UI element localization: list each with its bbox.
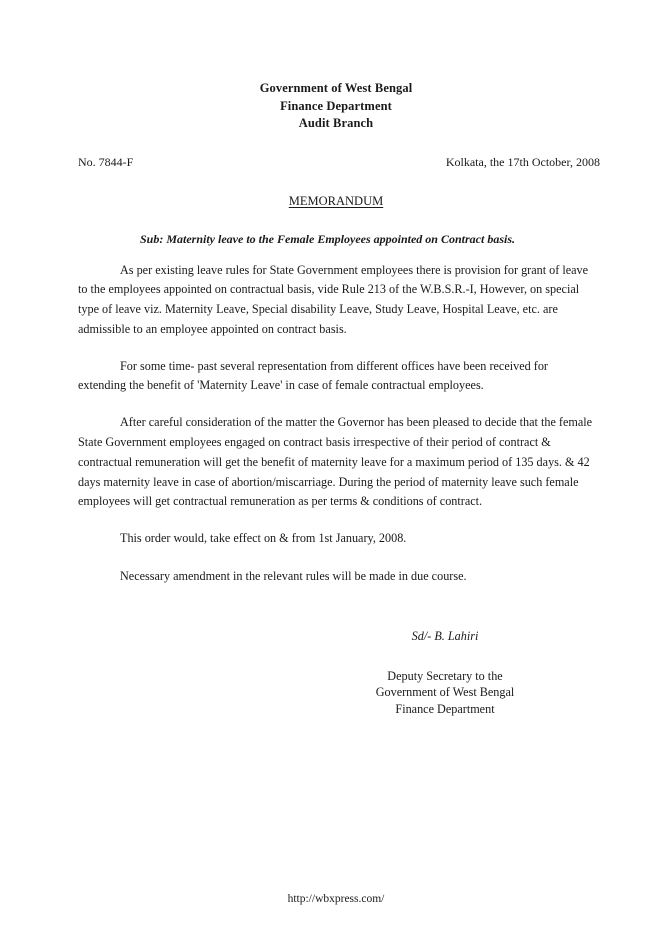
- signatory-name: Sd/- B. Lahiri: [411, 628, 479, 643]
- designation-line-3: Finance Department: [395, 701, 495, 716]
- letterhead: [0, 80, 672, 133]
- memo-number: No. 7844-F: [78, 154, 134, 169]
- memorandum-heading-text: MEMORANDUM: [288, 193, 384, 208]
- body-paragraph: Necessary amendment in the relevant rules will be made in due course.: [120, 569, 467, 584]
- body-paragraph: For some time- past several representation from different offices have been received for extending the benefit of 'Maternity Leave' in case of female contractual employees.: [78, 358, 548, 393]
- designation-line-1: Deputy Secretary to the: [387, 668, 503, 683]
- body-paragraph: After careful consideration of the matter the Governor has been pleased to decide that the female State Government employees engaged on contract basis irrespective of their period of contract & contractual remuneration will get the benefit of maternity leave for a maximum period of 135 days. & 42 days maternity leave in case of abortion/miscarriage. During the period of maternity leave such female employees will get contractual remuneration as per terms & conditions of contract.: [78, 415, 593, 509]
- letterhead-branch: Audit Branch: [298, 116, 374, 130]
- reference-line: [0, 155, 672, 170]
- document-body: [0, 261, 672, 718]
- body-paragraph: As per existing leave rules for State Government employees there is provision for grant of leave to the employees appointed on contractual basis, vide Rule 213 of the W.B.S.R.-I, However, on special type of leave viz. Maternity Leave, Special disability Leave, Study Leave, Hospital Leave, etc. are admissible to an employee appointed on contract basis.: [78, 262, 589, 336]
- signatory-designation: [368, 668, 522, 718]
- letterhead-government: Government of West Bengal: [259, 81, 413, 95]
- designation-line-2: Government of West Bengal: [375, 685, 515, 700]
- signature-block: [78, 629, 594, 718]
- body-paragraph: This order would, take effect on & from 1st January, 2008.: [120, 531, 407, 546]
- subject-line: Sub: Maternity leave to the Female Employees appointed on Contract basis.: [140, 231, 515, 246]
- footer-url: http://wbxpress.com/: [287, 893, 385, 905]
- letterhead-department: Finance Department: [280, 98, 392, 113]
- memorandum-heading: [0, 194, 672, 209]
- place-and-date: Kolkata, the 17th October, 2008: [445, 154, 600, 169]
